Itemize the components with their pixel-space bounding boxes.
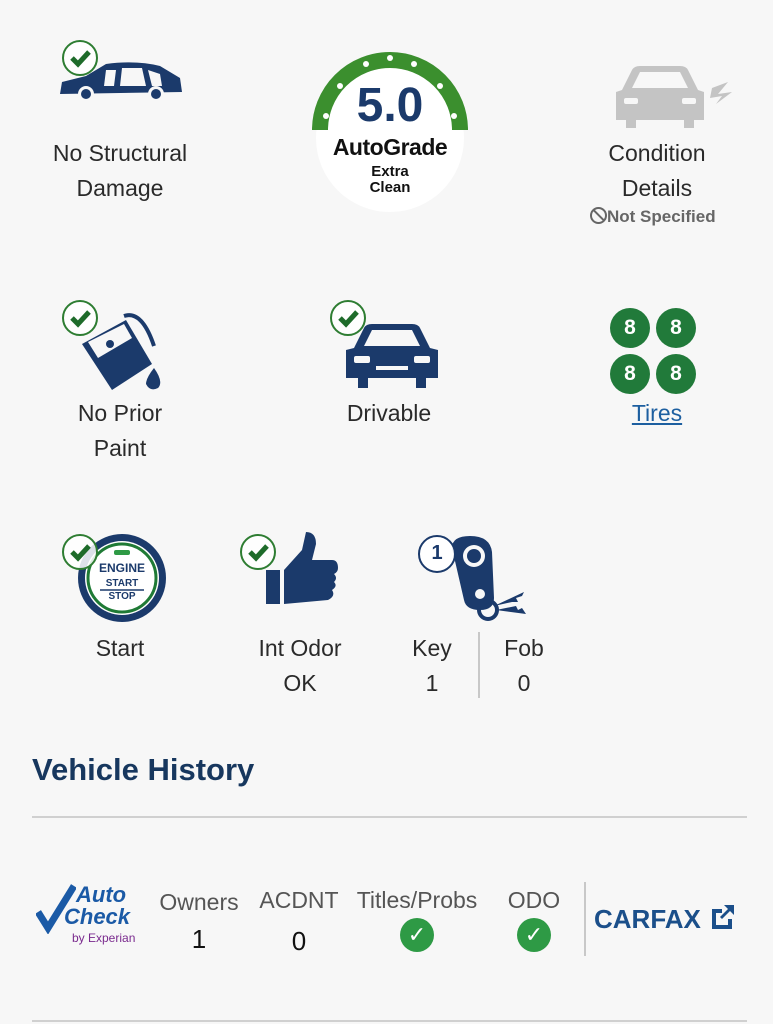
- titles-check-icon: ✓: [400, 918, 434, 952]
- titles-probs-label: Titles/Probs: [356, 887, 478, 913]
- acdnt-label: ACDNT: [259, 887, 339, 913]
- check-icon: [240, 534, 276, 570]
- tire-value: 8: [610, 308, 650, 348]
- tire-value: 8: [656, 354, 696, 394]
- acdnt-value: 0: [291, 926, 307, 956]
- external-link-icon: [708, 903, 736, 931]
- engine-start-icon: ENGINE START STOP: [76, 532, 168, 624]
- check-icon: [62, 534, 98, 570]
- tires-link[interactable]: Tires: [631, 400, 683, 426]
- check-icon: [62, 300, 98, 336]
- vehicle-history-title: Vehicle History: [32, 752, 255, 787]
- autograde-badge[interactable]: [304, 48, 476, 216]
- carfax-link[interactable]: CARFAX: [594, 903, 736, 935]
- structural-damage-label: No Structural Damage: [52, 140, 188, 201]
- not-allowed-icon: [590, 207, 607, 224]
- tire-value: 8: [610, 354, 650, 394]
- autocheck-logo[interactable]: Auto Check by Experian: [36, 884, 148, 948]
- condition-car-icon: [604, 62, 740, 134]
- engine-start-label: Start: [95, 635, 145, 661]
- tires-grid[interactable]: [608, 306, 702, 398]
- divider: [32, 816, 747, 818]
- tire-value: 8: [656, 308, 696, 348]
- odo-label: ODO: [507, 887, 561, 913]
- check-icon: [62, 40, 98, 76]
- condition-details-label[interactable]: Condition Details: [608, 140, 706, 201]
- int-odor-label: Int Odor OK: [258, 635, 342, 696]
- autograde-logo: AutoGrade: [332, 134, 448, 160]
- fob-count: Fob 0: [504, 635, 544, 696]
- odo-check-icon: ✓: [517, 918, 551, 952]
- prior-paint-label: No Prior Paint: [77, 400, 163, 461]
- grade-score: 5.0: [356, 79, 424, 132]
- drivable-label: Drivable: [346, 400, 432, 426]
- grade-descriptor: Extra Clean: [369, 163, 411, 196]
- condition-status: Not Specified: [590, 207, 730, 227]
- divider: [584, 882, 586, 956]
- owners-value: 1: [191, 924, 207, 954]
- divider: [32, 1020, 747, 1022]
- key-count: Key 1: [412, 635, 452, 696]
- owners-label: Owners: [159, 889, 239, 915]
- key-count-badge: 1: [418, 535, 456, 573]
- check-icon: [330, 300, 366, 336]
